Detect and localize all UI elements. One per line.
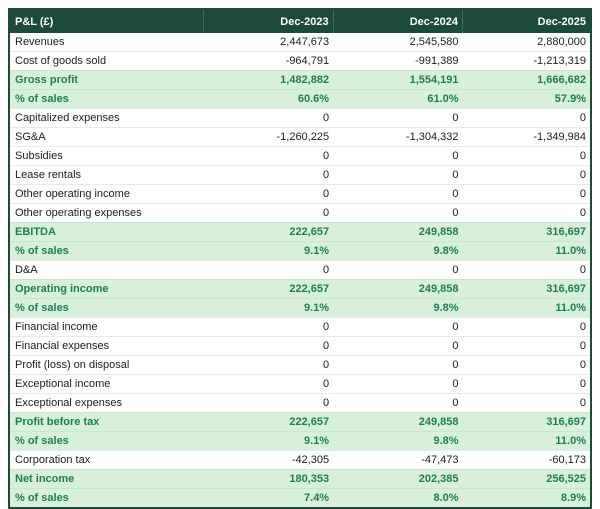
cell-value: 0 — [322, 169, 330, 181]
cell-value: 316,697 — [546, 416, 586, 428]
table-row — [9, 432, 591, 451]
table-row — [9, 147, 591, 166]
table-title: P&L (£) — [9, 9, 204, 33]
cell-value: 0 — [579, 207, 586, 219]
table-row — [9, 90, 591, 109]
table-row — [9, 299, 591, 318]
row-label: Lease rentals — [15, 169, 82, 181]
table-row — [9, 280, 591, 299]
cell-value: 0 — [452, 397, 459, 409]
row-label: Exceptional expenses — [15, 397, 123, 409]
row-label: D&A — [15, 264, 38, 276]
table-row — [9, 33, 591, 52]
cell-value: 0 — [579, 340, 586, 352]
cell-value: 57.9% — [554, 93, 586, 105]
cell-value: -991,389 — [415, 55, 459, 67]
cell-value: 0 — [452, 207, 459, 219]
row-label: Profit before tax — [15, 416, 100, 428]
row-label: Net income — [15, 473, 75, 485]
cell-value: 0 — [322, 359, 330, 371]
cell-value: 8.0% — [433, 492, 459, 504]
row-label: Financial expenses — [15, 340, 110, 352]
table-row — [9, 375, 591, 394]
row-label: Subsidies — [15, 150, 63, 162]
cell-value: -1,349,984 — [533, 131, 586, 143]
cell-value: 11.0% — [555, 245, 586, 257]
table-row — [9, 394, 591, 413]
cell-value: 0 — [452, 340, 459, 352]
cell-value: 11.0% — [555, 302, 586, 314]
table-row — [9, 318, 591, 337]
cell-value: -1,304,332 — [405, 131, 459, 143]
cell-value: 0 — [579, 378, 586, 390]
pl-table — [8, 8, 592, 509]
cell-value: 9.1% — [304, 245, 330, 257]
cell-value: 222,657 — [289, 416, 330, 428]
cell-value: 249,858 — [418, 283, 459, 295]
row-label: Capitalized expenses — [15, 112, 120, 124]
cell-value: 0 — [322, 340, 330, 352]
table-row — [9, 166, 591, 185]
row-label: Financial income — [15, 321, 98, 333]
cell-value: 249,858 — [418, 226, 459, 238]
column-header-dec-2025: Dec-2025 — [463, 9, 591, 33]
header-row — [9, 9, 591, 33]
row-label: Revenues — [15, 36, 65, 48]
row-label: Cost of goods sold — [15, 55, 107, 67]
cell-value: 0 — [579, 321, 586, 333]
table-row — [9, 52, 591, 71]
cell-value: 202,385 — [418, 473, 459, 485]
cell-value: 61.0% — [427, 93, 459, 105]
cell-value: 0 — [452, 188, 459, 200]
cell-value: 60.6% — [297, 93, 330, 105]
cell-value: 0 — [452, 378, 459, 390]
pl-table-body — [9, 33, 591, 508]
cell-value: 0 — [322, 397, 330, 409]
row-label: Other operating income — [15, 188, 130, 200]
cell-value: 0 — [579, 264, 586, 276]
row-label: SG&A — [15, 131, 46, 143]
column-header-dec-2023: Dec-2023 — [204, 9, 333, 33]
table-row — [9, 185, 591, 204]
cell-value: 222,657 — [289, 226, 330, 238]
cell-value: -42,305 — [291, 454, 330, 466]
row-label: Operating income — [15, 283, 109, 295]
cell-value: 2,545,580 — [409, 36, 459, 48]
cell-value: 0 — [322, 207, 330, 219]
row-label: Exceptional income — [15, 378, 111, 390]
table-row — [9, 204, 591, 223]
cell-value: 0 — [452, 321, 459, 333]
cell-value: 9.1% — [304, 435, 330, 447]
row-label: % of sales — [15, 492, 69, 504]
cell-value: 9.8% — [433, 302, 459, 314]
cell-value: 222,657 — [289, 283, 330, 295]
table-row — [9, 242, 591, 261]
cell-value: 0 — [452, 112, 459, 124]
row-label: % of sales — [15, 435, 69, 447]
cell-value: 249,858 — [418, 416, 459, 428]
table-row — [9, 356, 591, 375]
cell-value: -47,473 — [421, 454, 459, 466]
cell-value: 9.1% — [304, 302, 330, 314]
cell-value: 8.9% — [560, 492, 586, 504]
table-row — [9, 128, 591, 147]
table-row — [9, 470, 591, 489]
row-label: Other operating expenses — [15, 207, 142, 219]
cell-value: 0 — [452, 264, 459, 276]
cell-value: 0 — [322, 264, 330, 276]
cell-value: 316,697 — [546, 226, 586, 238]
cell-value: -1,260,225 — [276, 131, 330, 143]
cell-value: 0 — [322, 378, 330, 390]
cell-value: 0 — [579, 359, 586, 371]
row-label: % of sales — [15, 93, 69, 105]
table-row — [9, 223, 591, 242]
cell-value: 11.0% — [555, 435, 586, 447]
row-label: Gross profit — [15, 74, 78, 86]
cell-value: -1,213,319 — [533, 55, 586, 67]
column-header-dec-2024: Dec-2024 — [333, 9, 462, 33]
table-row — [9, 337, 591, 356]
cell-value: 9.8% — [433, 245, 459, 257]
table-row — [9, 489, 591, 509]
table-row — [9, 413, 591, 432]
cell-value: 1,666,682 — [537, 74, 586, 86]
cell-value: 0 — [452, 150, 459, 162]
cell-value: 0 — [579, 169, 586, 181]
cell-value: 0 — [452, 359, 459, 371]
cell-value: 0 — [322, 321, 330, 333]
cell-value: 316,697 — [546, 283, 586, 295]
cell-value: 0 — [322, 112, 330, 124]
cell-value: 0 — [322, 188, 330, 200]
table-row — [9, 71, 591, 90]
cell-value: 9.8% — [433, 435, 459, 447]
cell-value: 1,554,191 — [409, 74, 459, 86]
table-row — [9, 109, 591, 128]
cell-value: 0 — [579, 150, 586, 162]
row-label: % of sales — [15, 245, 69, 257]
table-row — [9, 451, 591, 470]
cell-value: 7.4% — [304, 492, 330, 504]
table-row — [9, 261, 591, 280]
cell-value: 0 — [452, 169, 459, 181]
cell-value: 256,525 — [546, 473, 586, 485]
cell-value: 1,482,882 — [280, 74, 330, 86]
cell-value: 2,447,673 — [280, 36, 330, 48]
row-label: % of sales — [15, 302, 69, 314]
cell-value: 0 — [322, 150, 330, 162]
cell-value: 0 — [579, 188, 586, 200]
row-label: Profit (loss) on disposal — [15, 359, 130, 371]
cell-value: 180,353 — [289, 473, 330, 485]
row-label: Corporation tax — [15, 454, 91, 466]
row-label: EBITDA — [15, 226, 56, 238]
cell-value: 0 — [579, 112, 586, 124]
cell-value: -60,173 — [548, 454, 586, 466]
cell-value: 2,880,000 — [537, 36, 586, 48]
cell-value: -964,791 — [285, 55, 330, 67]
cell-value: 0 — [579, 397, 586, 409]
